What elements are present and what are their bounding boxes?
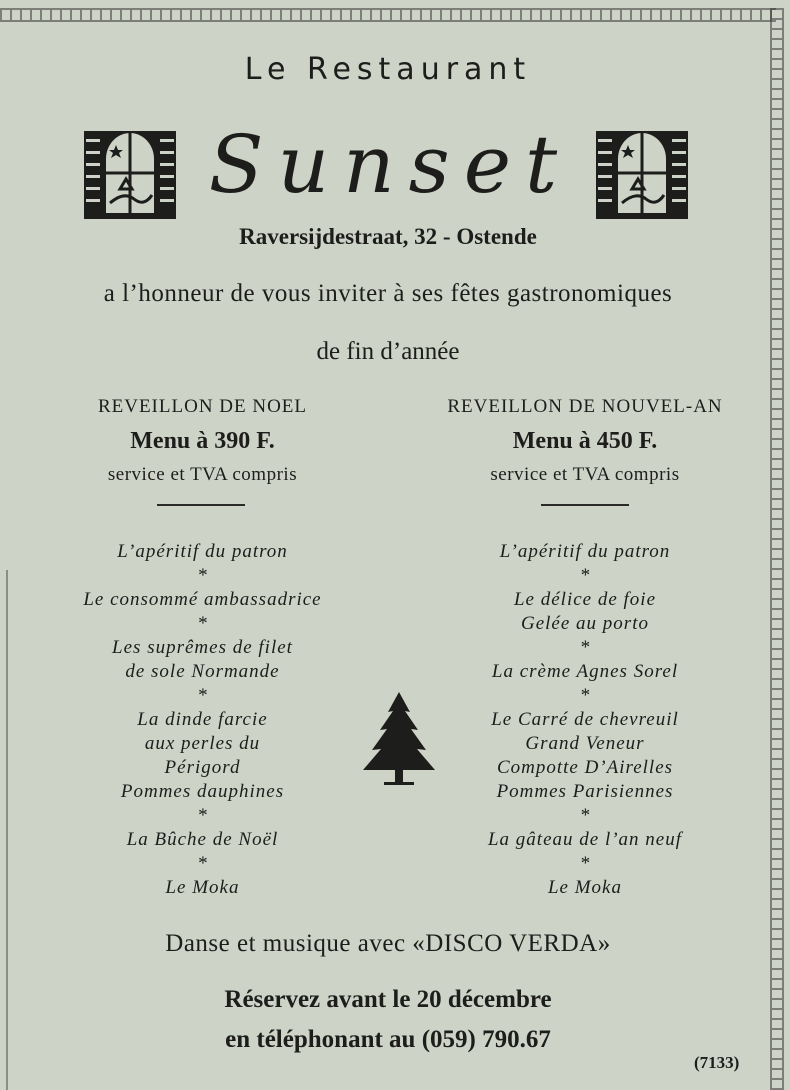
menu-item: Le Moka	[547, 877, 622, 898]
menu-separator: *	[197, 613, 208, 634]
nouvel-an-menu	[400, 540, 770, 900]
address: Raversijdestraat, 32 - Ostende	[239, 224, 537, 249]
menu-item: La Bûche de Noël	[126, 829, 279, 850]
menu-separator: *	[579, 565, 591, 586]
menu-item: Le Carré de chevreuil	[491, 709, 679, 730]
menu-item: Grand Veneur	[525, 733, 645, 754]
invitation-line-1: a l’honneur de vous inviter à ses fêtes gastronomiques	[103, 280, 673, 307]
menu-item: Gelée au porto	[521, 613, 649, 634]
menu-separator: *	[579, 805, 591, 826]
menu-item: L’apéritif du patron	[499, 541, 671, 562]
menu-item: L’apéritif du patron	[117, 541, 288, 562]
noel-title: REVEILLON DE NOEL	[97, 396, 308, 417]
menu-item: de sole Normande	[125, 661, 280, 682]
window-icon	[596, 125, 688, 219]
menu-item: Le délice de foie	[513, 589, 657, 610]
menu-item: Périgord	[164, 757, 241, 778]
menu-item: La crème Agnes Sorel	[491, 661, 679, 682]
menu-separator: *	[579, 685, 591, 706]
menu-item: La gâteau de l’an neuf	[487, 829, 683, 850]
window-icon	[84, 125, 176, 219]
menu-item: Pommes Parisiennes	[496, 781, 674, 802]
menu-item: Le consommé ambassadrice	[83, 589, 322, 610]
menu-separator: *	[197, 853, 208, 874]
reservation-line-2: en téléphonant au (059) 790.67	[225, 1026, 551, 1053]
divider	[157, 504, 245, 506]
restaurant-intro: Le Restaurant	[244, 52, 532, 87]
menu-item: Compotte D’Airelles	[496, 757, 674, 778]
greek-key-border-right	[770, 8, 784, 1090]
menu-item: Le Moka	[165, 877, 240, 898]
menu-item: Pommes dauphines	[120, 781, 285, 802]
noel-price: Menu à 390 F.	[130, 428, 275, 454]
menu-item: La dinde farcie	[137, 709, 268, 730]
noel-menu	[30, 540, 375, 900]
reservation-line-1: Réservez avant le 20 décembre	[224, 986, 552, 1013]
nouvel-an-title: REVEILLON DE NOUVEL-AN	[447, 396, 723, 417]
menu-separator: *	[579, 637, 591, 658]
menu-item: aux perles du	[144, 733, 261, 754]
nouvel-an-service: service et TVA compris	[490, 464, 680, 485]
menu-separator: *	[197, 685, 208, 706]
restaurant-name: Sunset	[208, 118, 572, 211]
nouvel-an-price: Menu à 450 F.	[512, 428, 658, 454]
reference-code: (7133)	[694, 1053, 740, 1072]
noel-service: service et TVA compris	[107, 464, 298, 485]
entertainment-line: Danse et musique avec «DISCO VERDA»	[165, 930, 611, 957]
menu-item: Les suprêmes de filet	[112, 637, 293, 658]
menu-separator: *	[197, 565, 208, 586]
invitation-line-2: de fin d’année	[316, 338, 460, 365]
menu-separator: *	[579, 853, 591, 874]
divider	[541, 504, 629, 506]
greek-key-border-top	[0, 8, 776, 22]
menu-separator: *	[197, 805, 208, 826]
